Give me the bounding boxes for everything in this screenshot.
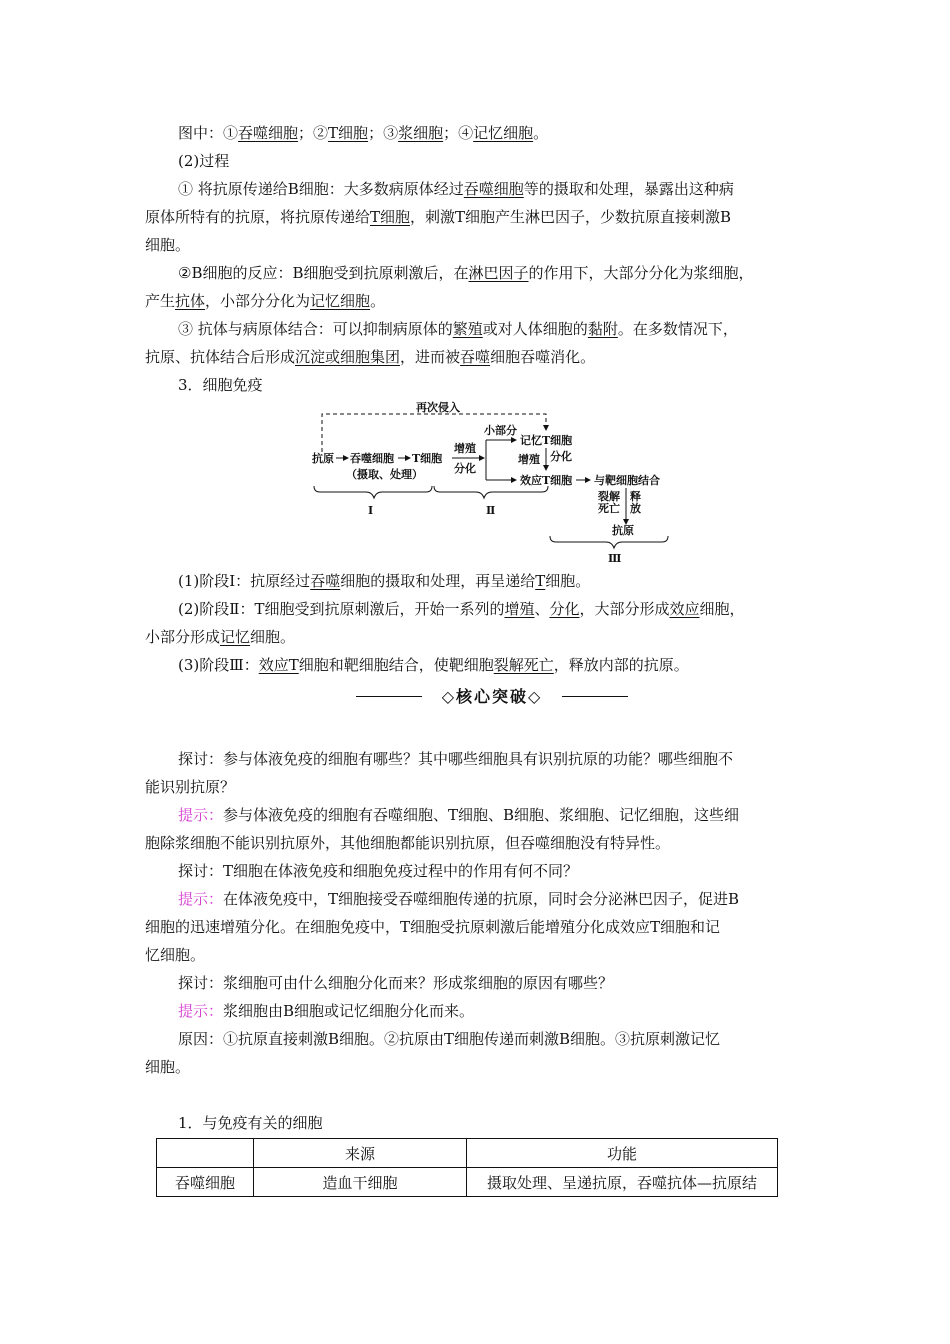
text: (2)阶段Ⅱ：T细胞受到抗原刺激后，开始一系列的 bbox=[178, 600, 505, 618]
table-cell: 吞噬细胞 bbox=[157, 1168, 254, 1197]
answer-blank: 浆细胞 bbox=[398, 124, 444, 142]
text: 参与体液免疫的细胞有吞噬细胞、T细胞、B细胞、浆细胞、记忆细胞，这些细 bbox=[223, 806, 740, 824]
answer-blank: 吞噬细胞 bbox=[238, 124, 299, 142]
text: 等的摄取和处理，暴露出这种病 bbox=[523, 180, 734, 198]
stage1-label: Ⅰ bbox=[368, 504, 374, 517]
antigen-label: 抗原 bbox=[312, 452, 334, 465]
answer-blank: 沉淀或细胞集团 bbox=[295, 348, 401, 366]
text: 在体液免疫中，T细胞接受吞噬细胞传递的抗原，同时会分泌淋巴因子，促进B bbox=[223, 890, 740, 908]
stage2-text bbox=[178, 596, 810, 623]
reinvade-label: 再次侵入 bbox=[416, 401, 460, 414]
text: ；④ bbox=[443, 124, 474, 142]
immune-cells-table bbox=[156, 1138, 778, 1197]
reason-line1: 原因：①抗原直接刺激B细胞。②抗原由T细胞传递而刺激B细胞。③抗原刺激记忆 bbox=[178, 1030, 721, 1048]
text: 产生 bbox=[145, 292, 176, 310]
text: ，大部分形成 bbox=[579, 600, 670, 618]
question2: 探讨：T细胞在体液免疫和细胞免疫过程中的作用有何不同？ bbox=[178, 862, 579, 880]
lysis-label-2: 死亡 bbox=[598, 502, 620, 515]
answer-blank: 繁殖 bbox=[452, 320, 483, 338]
text: ；② bbox=[298, 124, 329, 142]
text: ②B细胞的反应：B细胞受到抗原刺激后，在 bbox=[178, 264, 469, 282]
lysis-label-1: 裂解 bbox=[598, 490, 620, 503]
text: ③ 抗体与病原体结合：可以抑制病原体的 bbox=[178, 320, 453, 338]
step3-line2 bbox=[145, 344, 810, 371]
step1-line2 bbox=[145, 204, 810, 231]
hint-label: 提示： bbox=[178, 806, 224, 824]
stage3-label: Ⅲ bbox=[608, 552, 622, 565]
text: ① 将抗原传递给B细胞：大多数病原体经过 bbox=[178, 180, 464, 198]
table-cell: 摄取处理、呈递抗原，吞噬抗体—抗原结 bbox=[467, 1168, 778, 1197]
text: ；③ bbox=[368, 124, 399, 142]
answer-blank: 分化 bbox=[549, 600, 580, 618]
answer-blank: 吞噬 bbox=[310, 572, 341, 590]
stage2-text-line2 bbox=[145, 624, 810, 651]
step1-line1 bbox=[178, 176, 810, 203]
text: ，刺激T细胞产生淋巴因子，少数抗原直接刺激B bbox=[410, 208, 732, 226]
step2-line2 bbox=[145, 288, 810, 315]
text: ，小部分分化为 bbox=[205, 292, 311, 310]
text: 。 bbox=[533, 124, 549, 142]
text: 细胞。 bbox=[545, 572, 591, 590]
text: 的作用下，大部分分化为浆细胞， bbox=[528, 264, 754, 282]
answer2-line3: 忆细胞。 bbox=[145, 946, 206, 964]
cell-immunity-diagram bbox=[306, 400, 686, 570]
text: 图中：① bbox=[178, 124, 239, 142]
cell-immunity-heading: 3．细胞免疫 bbox=[178, 376, 263, 394]
answer-blank: T细胞 bbox=[328, 124, 369, 142]
answer-blank: 黏附 bbox=[587, 320, 618, 338]
answer3 bbox=[178, 998, 810, 1025]
text: 细胞， bbox=[699, 600, 745, 618]
banner-title: ◇核心突破◇ bbox=[441, 687, 543, 706]
answer1-line2: 胞除浆细胞不能识别抗原外，其他细胞都能识别抗原，但吞噬细胞没有特异性。 bbox=[145, 834, 671, 852]
text: 细胞和靶细胞结合，使靶细胞 bbox=[298, 656, 494, 674]
banner-rule-right bbox=[562, 696, 628, 697]
memory-t-label: 记忆T细胞 bbox=[520, 434, 573, 447]
small-part-label: 小部分 bbox=[484, 424, 517, 437]
question3: 探讨：浆细胞可由什么细胞分化而来？形成浆细胞的原因有哪些？ bbox=[178, 974, 614, 992]
text: 。在多数情况下， bbox=[617, 320, 738, 338]
text: 小部分形成 bbox=[145, 628, 221, 646]
diff1-label: 分化 bbox=[454, 462, 476, 475]
table-header-cell: 来源 bbox=[254, 1139, 467, 1168]
answer-blank: 效应 bbox=[669, 600, 700, 618]
text: 浆细胞由B细胞或记忆细胞分化而来。 bbox=[223, 1002, 475, 1020]
table-row bbox=[157, 1168, 778, 1197]
answer-blank: 淋巴因子 bbox=[468, 264, 529, 282]
answer-blank: 效应T bbox=[258, 656, 299, 674]
answer2-line1 bbox=[178, 886, 810, 913]
answer-blank: T bbox=[535, 572, 546, 590]
answer-blank: 抗体 bbox=[175, 292, 206, 310]
text: 或对人体细胞的 bbox=[482, 320, 588, 338]
process-note: （摄取、处理） bbox=[346, 468, 423, 481]
release-label-2: 放 bbox=[630, 502, 641, 515]
tcell-label: T细胞 bbox=[412, 452, 443, 465]
stage1-text bbox=[178, 568, 810, 595]
table-header-cell: 功能 bbox=[467, 1139, 778, 1168]
text: 细胞吞噬消化。 bbox=[490, 348, 596, 366]
question1-line2: 能识别抗原？ bbox=[145, 778, 236, 796]
banner-rule-left bbox=[356, 696, 422, 697]
answer-blank: 吞噬细胞 bbox=[463, 180, 524, 198]
stage3-text bbox=[178, 652, 810, 679]
phagocyte-label: 吞噬细胞 bbox=[350, 452, 394, 465]
prolif2-label: 增殖 bbox=[518, 453, 540, 466]
text: ，进而被 bbox=[400, 348, 461, 366]
figure-labels bbox=[178, 120, 810, 147]
process-heading: (2)过程 bbox=[178, 152, 230, 170]
prolif1-label: 增殖 bbox=[454, 442, 476, 455]
answer-blank: 裂解死亡 bbox=[493, 656, 554, 674]
bind-target-label: 与靶细胞结合 bbox=[594, 474, 660, 487]
stage2-label: Ⅱ bbox=[486, 504, 496, 517]
table-header-cell bbox=[157, 1139, 254, 1168]
answer-blank: T细胞 bbox=[370, 208, 411, 226]
answer-blank: 记忆 bbox=[220, 628, 251, 646]
antigen-out-label: 抗原 bbox=[612, 524, 634, 537]
text: (1)阶段Ⅰ：抗原经过 bbox=[178, 572, 311, 590]
text: ，释放内部的抗原。 bbox=[553, 656, 689, 674]
step3-line1 bbox=[178, 316, 810, 343]
question1-line1: 探讨：参与体液免疫的细胞有哪些？其中哪些细胞具有识别抗原的功能？哪些细胞不 bbox=[178, 750, 734, 768]
answer-blank: 吞噬 bbox=[460, 348, 491, 366]
table-heading: 1．与免疫有关的细胞 bbox=[178, 1114, 323, 1132]
text: (3)阶段Ⅲ： bbox=[178, 656, 259, 674]
text: 、 bbox=[534, 600, 550, 618]
answer2-line2: 细胞的迅速增殖分化。在细胞免疫中，T细胞受抗原刺激后能增殖分化成效应T细胞和记 bbox=[145, 918, 721, 936]
step2-line1 bbox=[178, 260, 810, 287]
hint-label: 提示： bbox=[178, 1002, 224, 1020]
text: 抗原、抗体结合后形成 bbox=[145, 348, 296, 366]
answer-blank: 记忆细胞 bbox=[310, 292, 371, 310]
diff2-label: 分化 bbox=[550, 450, 572, 463]
step1-line3: 细胞。 bbox=[145, 236, 191, 254]
release-label-1: 释 bbox=[630, 490, 641, 503]
text: 原体所特有的抗原，将抗原传递给 bbox=[145, 208, 371, 226]
text: 细胞。 bbox=[250, 628, 296, 646]
text: 。 bbox=[370, 292, 386, 310]
answer1-line1 bbox=[178, 802, 810, 829]
table-header-row bbox=[157, 1139, 778, 1168]
table-cell: 造血干细胞 bbox=[254, 1168, 467, 1197]
hint-label: 提示： bbox=[178, 890, 224, 908]
answer-blank: 增殖 bbox=[504, 600, 535, 618]
answer-blank: 记忆细胞 bbox=[473, 124, 534, 142]
effector-t-label: 效应T细胞 bbox=[520, 474, 573, 487]
text: 细胞的摄取和处理，再呈递给 bbox=[340, 572, 536, 590]
section-banner bbox=[356, 684, 628, 710]
reason-line2: 细胞。 bbox=[145, 1058, 191, 1076]
